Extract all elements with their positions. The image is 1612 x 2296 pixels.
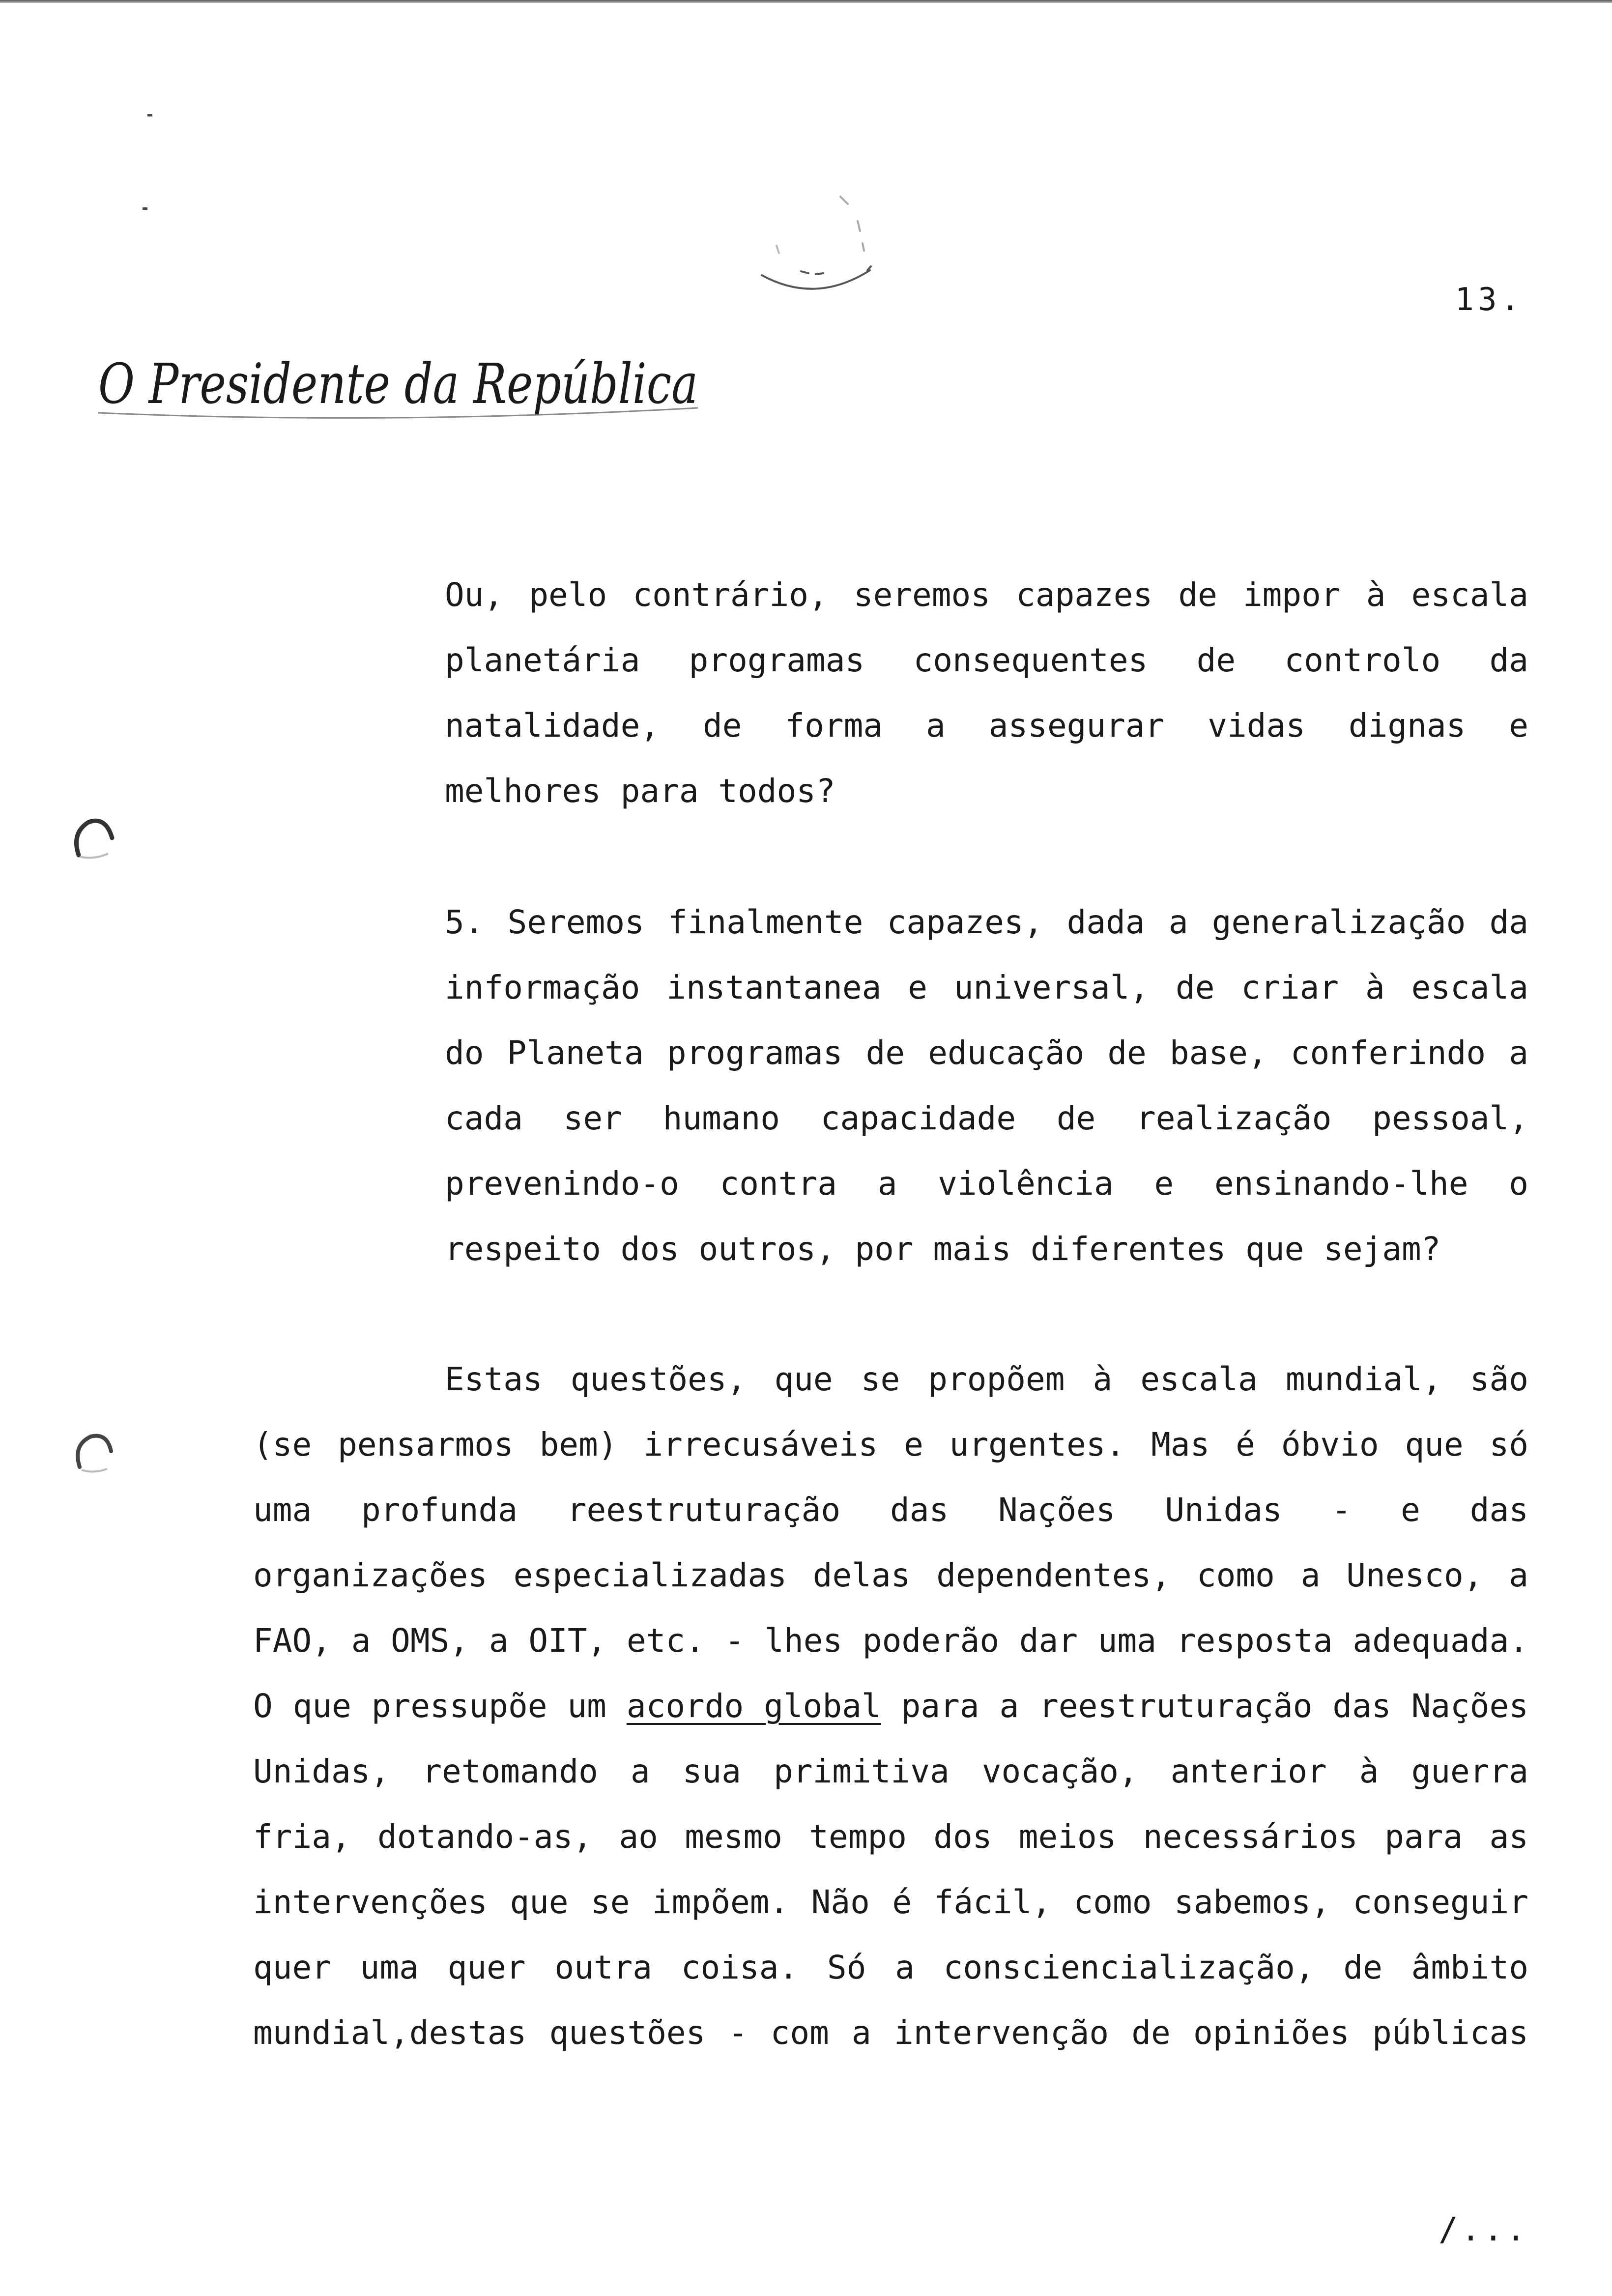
continuation-mark: /... [1439, 2210, 1528, 2248]
paragraph-2 [445, 890, 1528, 1282]
paragraph-line: cada ser humano capacidade de realização pessoal, [445, 1099, 1528, 1137]
paragraph-line: intervenções que se impõem. Não é fácil, como sabemos, conseguir [253, 1883, 1528, 1921]
line-text: para a reestruturação das Nações [881, 1687, 1528, 1725]
punch-hole-icon [69, 813, 118, 862]
scan-speck [143, 207, 147, 210]
punch-hole-icon [69, 1428, 118, 1477]
faded-seal-icon [742, 157, 890, 315]
paragraph-line-with-underline [253, 1673, 1528, 1739]
paragraph-line: planetária programas consequentes de controlo da [445, 641, 1528, 679]
paragraph-line: uma profunda reestruturação das Nações Unidas - e das [253, 1491, 1528, 1529]
underlined-phrase: acordo global [626, 1687, 881, 1725]
paragraph-line: informação instantanea e universal, de criar à escala [445, 969, 1528, 1006]
paragraph-3 [253, 1347, 1528, 2066]
paragraph-line: prevenindo-o contra a violência e ensinando-lhe o [445, 1165, 1528, 1203]
paragraph-line: do Planeta programas de educação de base, conferindo a [445, 1034, 1528, 1072]
paragraph-line: (se pensarmos bem) irrecusáveis e urgentes. Mas é óbvio que só [253, 1426, 1528, 1464]
paragraph-line: Unidas, retomando a sua primitiva vocação, anterior à guerra [253, 1752, 1528, 1790]
paragraph-1 [445, 562, 1528, 824]
letterhead-script-logo [93, 339, 703, 437]
paragraph-line: Estas questões, que se propõem à escala mundial, são [445, 1360, 1528, 1398]
paragraph-line: quer uma quer outra coisa. Só a consciencialização, de âmbito [253, 1949, 1528, 1986]
line-text: O que pressupõe um [253, 1687, 627, 1725]
page-number: 13. [1455, 282, 1524, 318]
paragraph-line: melhores para todos? [445, 772, 835, 810]
scan-speck [147, 114, 152, 116]
scan-top-edge [0, 0, 1612, 3]
paragraph-line: mundial,destas questões - com a intervenção de opiniões públicas [253, 2014, 1528, 2052]
paragraph-line: respeito dos outros, por mais diferentes que sejam? [445, 1230, 1441, 1268]
paragraph-line: FAO, a OMS, a OIT, etc. - lhes poderão dar uma resposta adequada. [253, 1622, 1528, 1660]
paragraph-line: organizações especializadas delas dependentes, como a Unesco, a [253, 1556, 1528, 1594]
paragraph-line: Ou, pelo contrário, seremos capazes de impor à escala [445, 576, 1528, 614]
paragraph-line: fria, dotando-as, ao mesmo tempo dos meios necessários para as [253, 1818, 1528, 1856]
paragraph-line: natalidade, de forma a assegurar vidas dignas e [445, 707, 1528, 745]
letterhead-text: O Presidente da República [98, 352, 698, 416]
paragraph-line: 5. Seremos finalmente capazes, dada a generalização da [445, 903, 1528, 941]
